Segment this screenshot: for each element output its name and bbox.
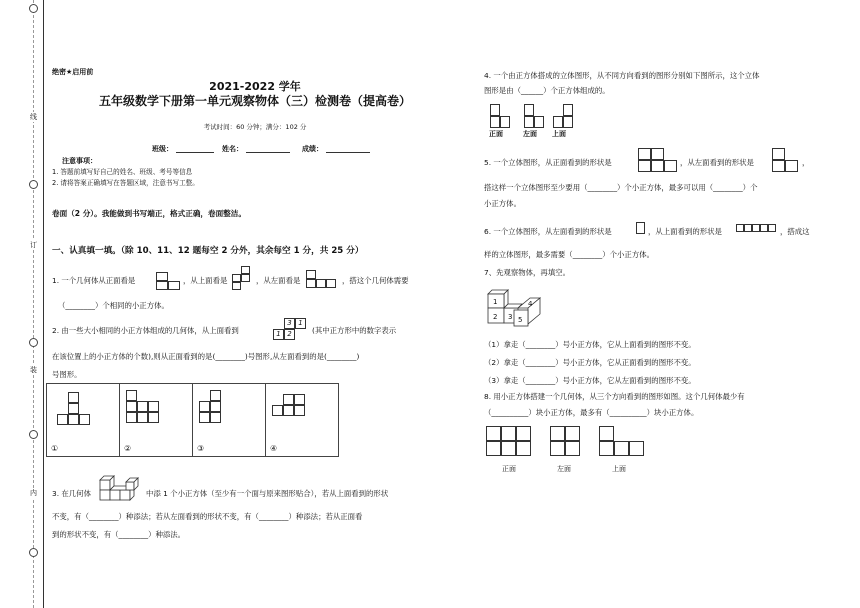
q1-front-view <box>156 272 180 290</box>
q2-options-table <box>46 383 339 457</box>
option-cell[interactable] <box>266 384 339 457</box>
binding-hole <box>29 4 38 13</box>
q1-text-b: ，从上面看是 <box>183 276 228 285</box>
cube-number: 1 <box>493 298 498 306</box>
q3-text-c: 不变，有（________）种添法；若从左面看到的形状不变，有（________）种添法；若从正面看 <box>52 512 363 521</box>
q8-view-label: 正面 <box>502 465 516 473</box>
q1-text-a: 1. 一个几何体从正面看是 <box>52 276 136 285</box>
binding-hole <box>29 180 38 189</box>
option-figure <box>199 390 232 423</box>
q2-text-a: 2. 由一些大小相同的小正方体组成的几何体，从上面看到 <box>52 326 239 335</box>
option-cell[interactable] <box>120 384 193 457</box>
note-item: 2. 请将答案正确填写在答题区域，注意书写工整。 <box>52 179 199 187</box>
page-title: 五年级数学下册第一单元观察物体（三）检测卷（提高卷） <box>98 94 411 108</box>
q1-top-view <box>232 266 250 290</box>
q3-solid-figure <box>98 474 144 504</box>
q6-left-view <box>636 222 645 234</box>
name-field[interactable] <box>246 152 290 153</box>
cube-number: 2 <box>493 313 498 321</box>
q5-left-view <box>772 148 798 172</box>
q4-view-label: 上面 <box>552 130 566 138</box>
confidential-mark: 绝密★启用前 <box>52 68 94 76</box>
q4-view-label: 左面 <box>523 130 537 138</box>
class-label: 班级： <box>152 145 173 153</box>
q7-cube-figure <box>484 284 548 330</box>
q1-text-e: （________）个相同的小正方体。 <box>58 301 169 310</box>
grid-number: 1 <box>273 329 284 340</box>
q8-text-a: 8. 用小正方体搭建一个几何体，从三个方向看到的图形如图。这个几何体最少有 <box>484 392 745 401</box>
grid-number: 1 <box>295 318 306 329</box>
q1-left-view <box>306 270 336 288</box>
q6-text-b: ，从上面看到的形状是 <box>648 227 722 236</box>
q8-text-b: （__________）块小正方体，最多有（__________）块小正方体。 <box>484 408 699 417</box>
q8-top-view <box>599 426 644 456</box>
q1-text-d: ，搭这个几何体需要 <box>342 276 409 285</box>
q4-front-view <box>490 104 510 128</box>
option-number: ② <box>124 444 132 453</box>
option-cell[interactable] <box>47 384 120 457</box>
option-number: ④ <box>270 444 278 453</box>
q4-text-b: 图形是由（______）个正方体组成的。 <box>484 86 610 95</box>
option-number: ③ <box>197 444 205 453</box>
binding-line <box>43 0 44 608</box>
q1-text-c: ，从左面看是 <box>256 276 301 285</box>
binding-char: 内 <box>30 489 37 497</box>
note-item: 1. 答题前填写好自己的姓名、班级、考号等信息 <box>52 168 193 176</box>
q2-text-b: (其中正方形中的数字表示 <box>312 326 397 335</box>
binding-char: 订 <box>30 241 37 249</box>
binding-char: 线 <box>30 113 37 121</box>
year-title: 2021-2022 学年 <box>209 80 301 93</box>
q2-text-c: 在该位置上的小正方体的个数),则从正面看到的是(________)号图形,从左面看到的是(________) <box>52 352 360 361</box>
q4-view-label: 正面 <box>489 130 503 138</box>
q8-front-view <box>486 426 531 456</box>
score-label: 成绩： <box>302 145 323 153</box>
q6-text-c: ，搭成这 <box>780 227 810 236</box>
option-number: ① <box>51 444 59 453</box>
q3-text-b: 中添 1 个小正方体（至少有一个面与原来图形贴合），若从上面看到的形状 <box>146 489 389 498</box>
binding-dashed-line <box>33 0 34 608</box>
q4-top-view <box>553 104 573 128</box>
q4-text-a: 4. 一个由正方体搭成的立体图形，从不同方向看到的图形分别如下图所示，这个立体 <box>484 71 760 80</box>
binding-hole <box>29 430 38 439</box>
q5-front-view <box>638 148 677 172</box>
q8-view-label: 左面 <box>557 465 571 473</box>
section1-heading: 一、认真填一填。（除 10、11、12 题每空 2 分外，其余每空 1 分，共 25 分） <box>52 246 364 256</box>
q7-item: （1）拿走（________）号小正方体，它从上面看到的图形不变。 <box>484 340 696 349</box>
q3-text-a: 3. 在几何体 <box>52 489 91 498</box>
cube-number: 5 <box>518 316 523 324</box>
q7-item: （2）拿走（________）号小正方体，它从正面看到的图形不变。 <box>484 358 696 367</box>
q2-top-view-grid <box>273 318 306 340</box>
class-field[interactable] <box>176 152 214 153</box>
q5-text-c: ， <box>802 158 810 167</box>
notes-heading: 注意事项： <box>62 157 97 165</box>
neatness-line: 卷面（2 分）。我能做到书写端正，格式正确，卷面整洁。 <box>52 209 246 218</box>
q6-text-a: 6. 一个立体图形，从左面看到的形状是 <box>484 227 612 236</box>
q2-text-d: 号图形。 <box>52 370 82 379</box>
cube-number: 4 <box>528 300 533 308</box>
binding-hole <box>29 548 38 557</box>
q5-text-e: 小正方体。 <box>484 199 521 208</box>
grid-number: 2 <box>284 329 295 340</box>
q3-text-d: 到的形状不变，有（________）种添法。 <box>52 530 186 539</box>
q7-heading: 7、先观察物体，再填空。 <box>484 268 571 277</box>
binding-hole <box>29 338 38 347</box>
exam-info: 考试时间：60 分钟；满分：102 分 <box>203 123 307 131</box>
q5-text-b: ，从左面看到的形状是 <box>680 158 754 167</box>
q8-view-label: 上面 <box>612 465 626 473</box>
cube-number: 3 <box>508 313 513 321</box>
binding-char: 装 <box>30 366 37 374</box>
option-cell[interactable] <box>193 384 266 457</box>
grid-number: 3 <box>284 318 295 329</box>
name-label: 姓名： <box>222 145 243 153</box>
option-figure <box>57 392 90 425</box>
option-figure <box>126 390 159 423</box>
score-field[interactable] <box>326 152 370 153</box>
q5-text-a: 5. 一个立体图形，从正面看到的形状是 <box>484 158 612 167</box>
q6-text-d: 样的立体图形，最多需要（________）个小正方体。 <box>484 250 654 259</box>
q7-item: （3）拿走（________）号小正方体，它从左面看到的图形不变。 <box>484 376 696 385</box>
q4-left-view <box>524 104 544 128</box>
q5-text-d: 搭这样一个立体图形至少要用（________）个小正方体，最多可以用（________）个 <box>484 183 758 192</box>
q8-left-view <box>550 426 580 456</box>
option-figure <box>272 394 305 416</box>
q6-top-view <box>736 224 776 232</box>
